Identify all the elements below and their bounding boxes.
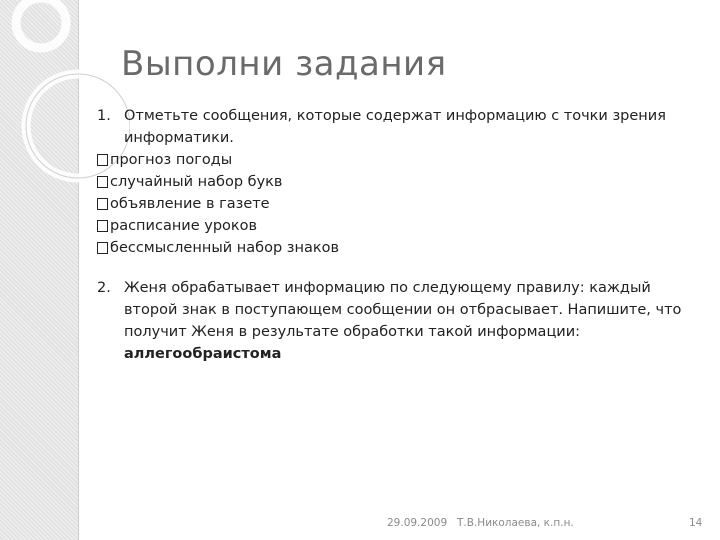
- option-label: бессмысленный набор знаков: [110, 240, 340, 256]
- option-item[interactable]: [97, 193, 697, 215]
- task-2-text: Женя обрабатывает информацию по следующему правилу: каждый второй знак в поступающем сообщении он отбрасывает. Напишите, что получит Женя в результате обработки такой информации:: [124, 280, 682, 340]
- task-1-text-line: Отметьте сообщения, которые содержат информацию с точки зрения: [124, 108, 666, 124]
- task-1-text-continued: информатики.: [124, 130, 234, 146]
- footer-author: Т.В.Николаева, к.п.н.: [457, 517, 574, 529]
- footer-date: 29.09.2009: [387, 517, 448, 529]
- task-1: [97, 105, 697, 259]
- checkbox-icon[interactable]: [97, 154, 108, 166]
- task-2-answer: аллегообраистома: [124, 346, 282, 362]
- option-label: расписание уроков: [110, 218, 258, 234]
- slide-number: 14: [689, 517, 703, 529]
- slide-title: Выполни задания: [121, 44, 447, 84]
- option-label: прогноз погоды: [110, 152, 233, 168]
- checkbox-icon[interactable]: [97, 198, 108, 210]
- option-item[interactable]: [97, 149, 697, 171]
- option-label: объявление в газете: [110, 196, 270, 212]
- option-item[interactable]: [97, 215, 697, 237]
- task-2: [97, 277, 697, 365]
- checkbox-icon[interactable]: [97, 176, 108, 188]
- checkbox-icon[interactable]: [97, 220, 108, 232]
- option-item[interactable]: [97, 237, 697, 259]
- option-item[interactable]: [97, 171, 697, 193]
- task-1-number: 1.: [97, 108, 111, 124]
- task-1-question: [97, 105, 697, 127]
- option-label: случайный набор букв: [110, 174, 283, 190]
- checkbox-icon[interactable]: [97, 242, 108, 254]
- task-2-number: 2.: [97, 280, 111, 296]
